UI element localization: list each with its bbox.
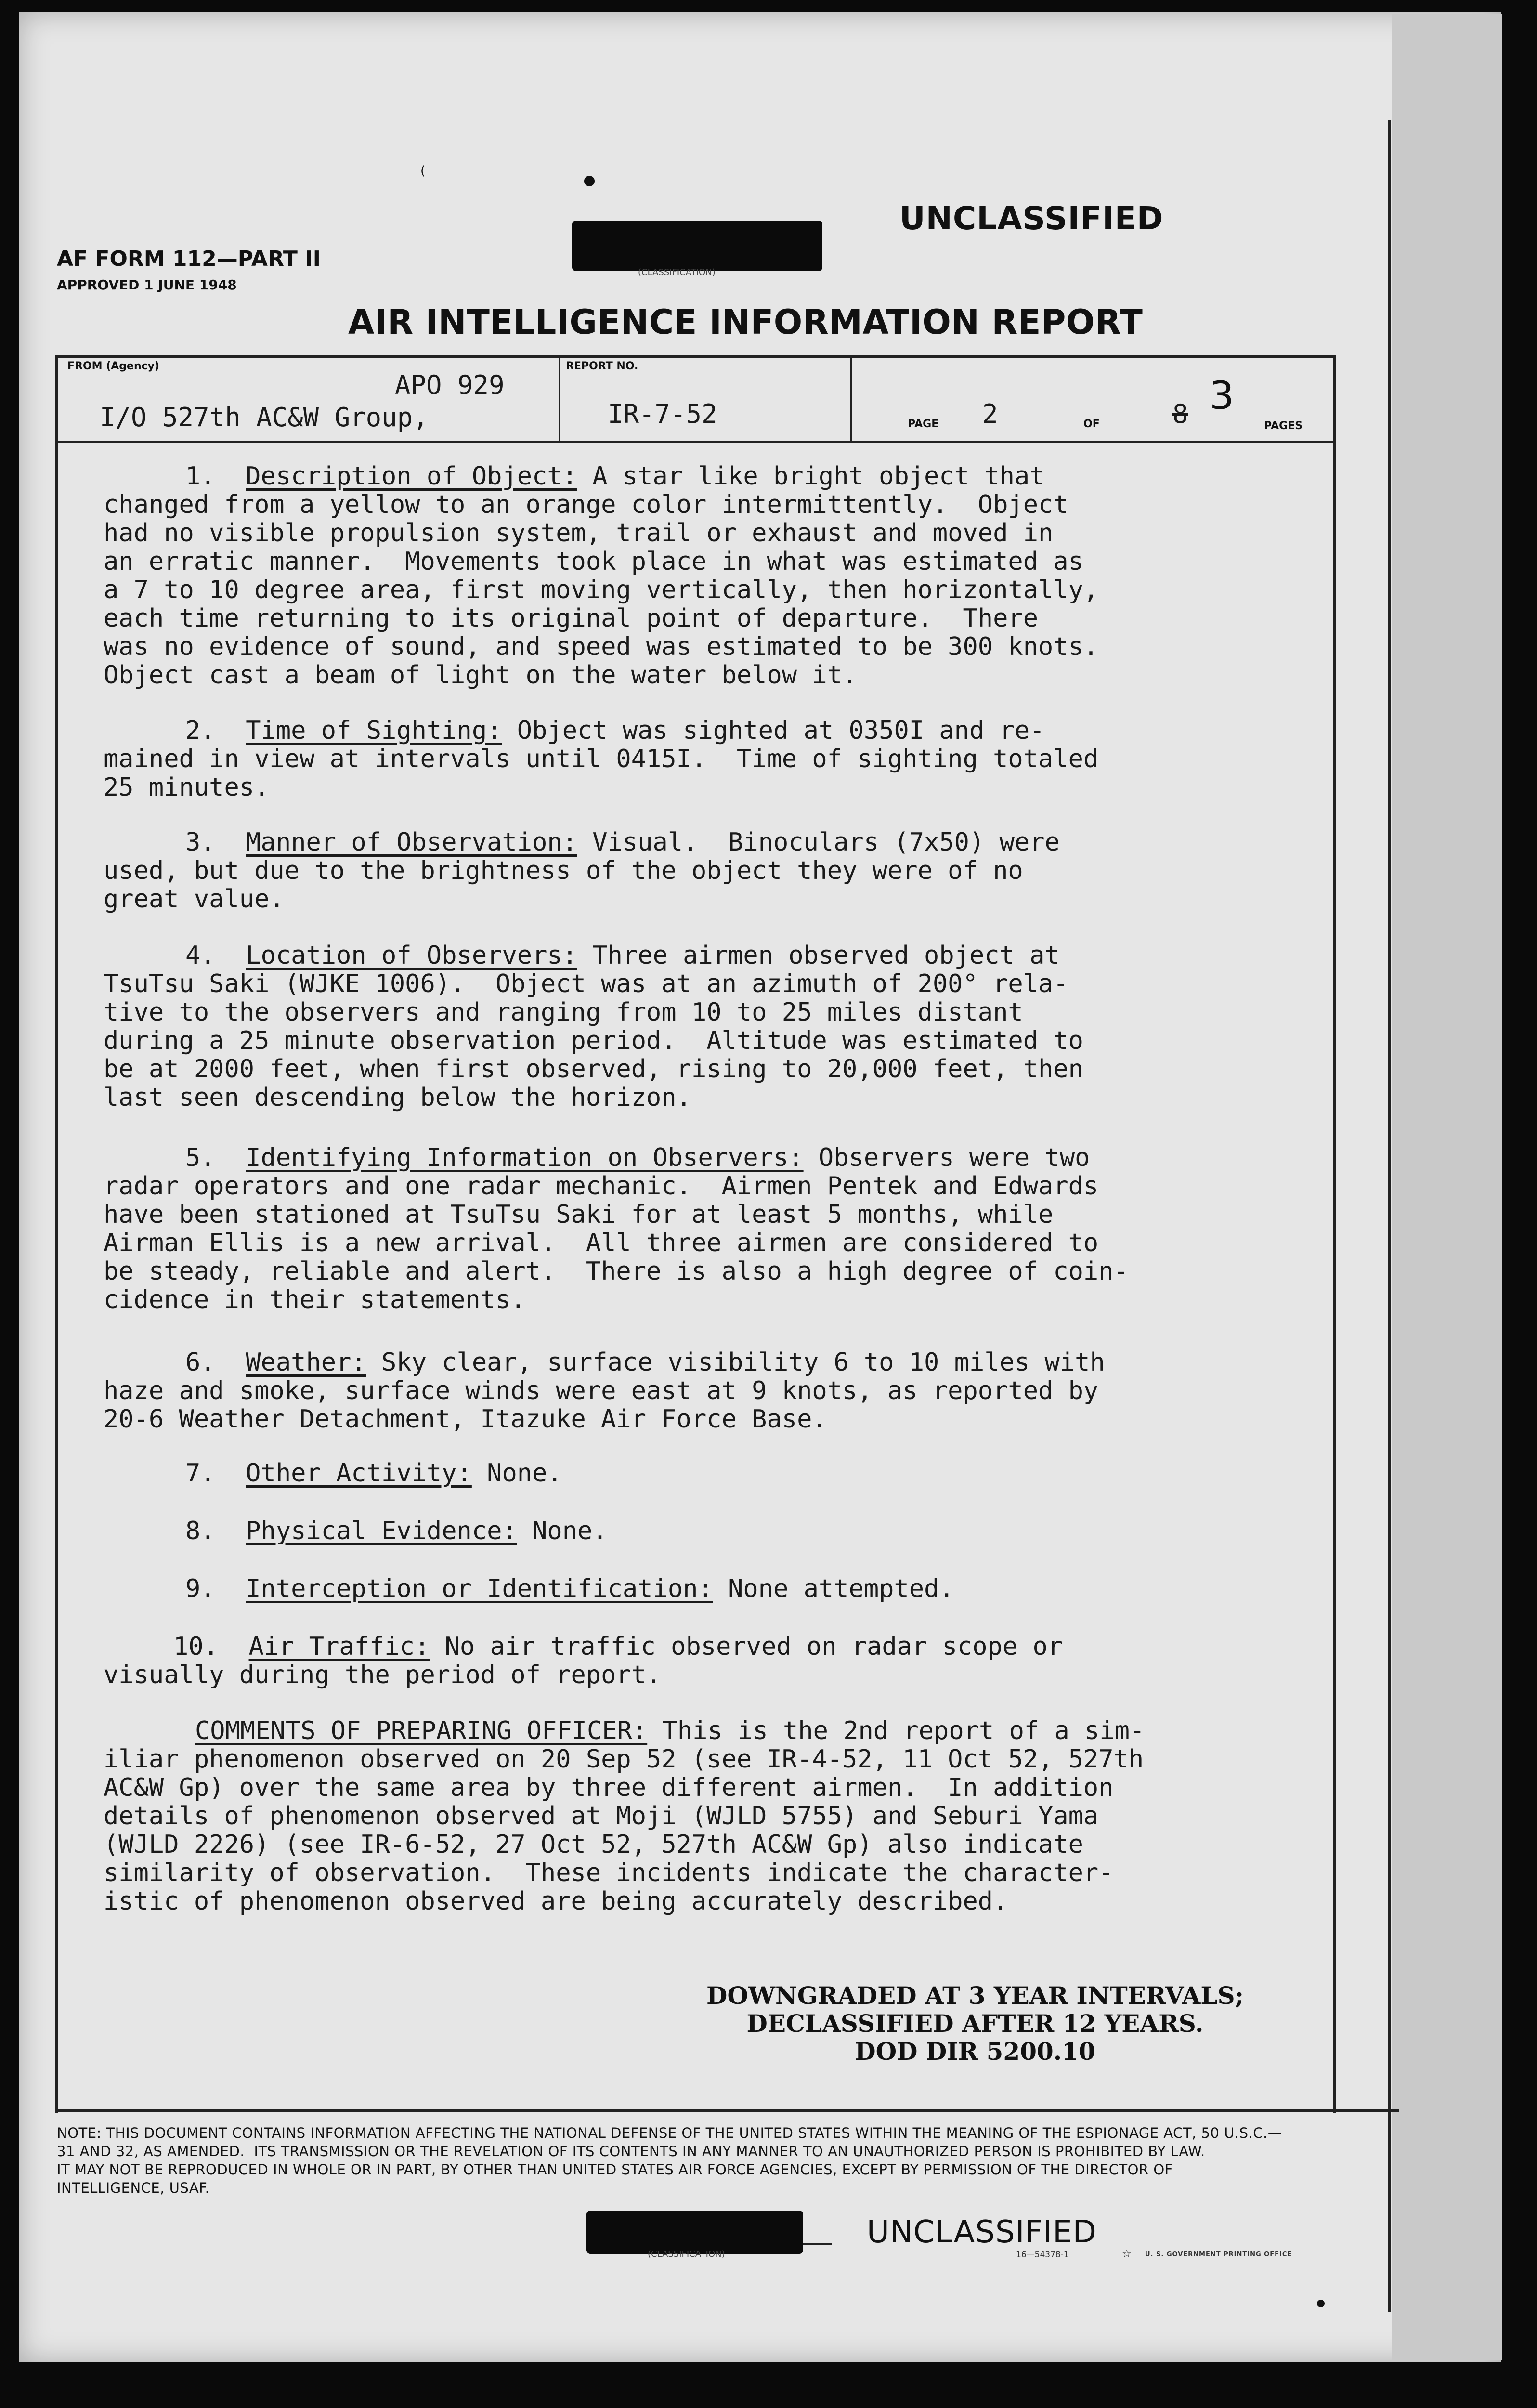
report-no-label: REPORT NO.: [566, 360, 638, 372]
punch-dot: [584, 176, 595, 186]
top-hole-mark: (: [420, 164, 426, 178]
paragraph-number: 7.: [185, 1459, 216, 1488]
classification-bottom: UNCLASSIFIED: [867, 2214, 1097, 2250]
form-divider-1: [559, 355, 560, 442]
printer-credit: U. S. GOVERNMENT PRINTING OFFICE: [1145, 2251, 1292, 2258]
paragraph-body: iliar phenomenon observed on 20 Sep 52 (see IR-4-52, 11 Oct 52, 527th AC&W Gp) over the same area by three different airmen. In addition details of phenomenon observed at Moji (WJLD 5755) and Seburi Yama (WJLD 2226) (see IR-6-52, 27 Oct 52, 527th AC&W Gp) also indicate similarity of observation. These incidents indicate the character- istic of phenomenon observed are being accurately described.: [104, 1745, 1144, 1916]
paragraph-body: used, but due to the brightness of the object they were of no great value.: [104, 856, 1023, 914]
downgrade-stamp: [674, 1982, 1276, 2066]
of-label: OF: [1083, 418, 1100, 430]
downgrade-line: DOWNGRADED AT 3 YEAR INTERVALS;: [706, 1981, 1244, 2010]
directive-line: DOD DIR 5200.10: [855, 2037, 1095, 2066]
declassify-line: DECLASSIFIED AFTER 12 YEARS.: [746, 2009, 1204, 2038]
star-icon: ☆: [1122, 2248, 1132, 2260]
punch-dot-bottom: [1317, 2300, 1325, 2307]
paragraph-3: [104, 828, 1336, 914]
paragraph-4: [104, 942, 1336, 1112]
paragraph-first-line: A star like bright object that: [577, 462, 1045, 491]
report-no-value: IR-7-52: [608, 399, 717, 429]
paragraph-number: 3.: [185, 828, 216, 857]
report-title: AIR INTELLIGENCE INFORMATION REPORT: [348, 302, 1143, 342]
paragraph-heading: Air Traffic:: [248, 1632, 430, 1661]
paragraph-heading: Location of Observers:: [246, 941, 577, 970]
paragraph-8: [104, 1517, 1336, 1545]
from-label: FROM (Agency): [67, 360, 160, 372]
paragraph-heading: Time of Sighting:: [246, 716, 502, 745]
classification-caption-top: (CLASSIFICATION): [638, 267, 716, 277]
paragraph-first-line: Sky clear, surface visibility 6 to 10 miles with: [366, 1348, 1105, 1377]
paragraph-heading: Interception or Identification:: [246, 1574, 713, 1603]
paragraph-number: 8.: [185, 1517, 216, 1545]
print-code: 16—54378-1: [1016, 2250, 1069, 2260]
comments-of-preparing-officer: [104, 1717, 1336, 1916]
redaction-bar-bottom: [586, 2211, 803, 2254]
paragraph-number: 1.: [185, 462, 216, 491]
total-pages-struck: 8: [1172, 399, 1188, 429]
paragraph-body: TsuTsu Saki (WJKE 1006). Object was at an azimuth of 200° rela- tive to the observers and ranging from 10 to 25 miles distant during a 25 minute observation period. Altitude was estimated to be at 2000 feet, when first observed, rising to 20,000 feet, then last seen descending below the horizon.: [104, 969, 1083, 1112]
paragraph-body: radar operators and one radar mechanic. Airmen Pentek and Edwards have been stationed at TsuTsu Saki for at least 5 months, while Airman Ellis is a new arrival. All three airmen are considered to be steady, reliable and alert. There is also a high degree of coin- cidence in their statements.: [104, 1172, 1129, 1314]
paragraph-number: 6.: [185, 1348, 216, 1377]
paragraph-first-line: Three airmen observed object at: [577, 941, 1060, 970]
paragraph-number: 9.: [185, 1574, 216, 1603]
paragraph-5: [104, 1144, 1336, 1314]
espionage-act-note: NOTE: THIS DOCUMENT CONTAINS INFORMATION AFFECTING THE NATIONAL DEFENSE OF THE UNITED STATES WITHIN THE MEANING OF THE ESPIONAGE ACT, 50 U.S.C.— 31 AND 32, AS AMENDED. ITS TRANSMISSION OR THE REVELATION OF ITS CONTENTS IN ANY MANNER TO AN UNAUTHORIZED PERSON IS PROHIBITED BY LAW. IT MAY NOT BE REPRODUCED IN WHOLE OR IN PART, BY OTHER THAN UNITED STATES AIR FORCE AGENCIES, EXCEPT BY PERMISSION OF THE DIRECTOR OF INTELLIGENCE, USAF.: [57, 2125, 1282, 2196]
paragraph-first-line: None attempted.: [713, 1574, 954, 1603]
paragraph-first-line: Visual. Binoculars (7x50) were: [577, 828, 1060, 857]
paragraph-heading: Identifying Information on Observers:: [246, 1143, 804, 1172]
paragraph-heading: Other Activity:: [246, 1459, 472, 1488]
form-id: AF FORM 112—PART II: [57, 247, 321, 271]
paragraph-9: [104, 1575, 1336, 1603]
paragraph-1: [104, 462, 1336, 690]
page-value: 2: [982, 399, 998, 429]
approved-date: APPROVED 1 JUNE 1948: [57, 277, 237, 293]
page-edge-shadow: [1392, 14, 1502, 2360]
page-label: PAGE: [908, 418, 939, 430]
form-bottom-border: [55, 2109, 1399, 2112]
right-margin-line: [1388, 120, 1391, 2312]
paragraph-2: [104, 717, 1336, 802]
paragraph-6: [104, 1348, 1336, 1434]
paragraph-first-line: None.: [471, 1459, 562, 1488]
classification-caption-bottom: (CLASSIFICATION): [648, 2249, 725, 2259]
paragraph-body: visually during the period of report.: [104, 1661, 662, 1689]
total-pages-handwritten: 3: [1210, 373, 1234, 418]
paragraph-first-line: This is the 2nd report of a sim-: [647, 1716, 1145, 1745]
paragraph-first-line: None.: [517, 1517, 608, 1545]
paragraph-heading: Physical Evidence:: [246, 1517, 517, 1545]
form-header-divider: [55, 441, 1336, 443]
from-value-apo: APO 929: [395, 370, 505, 400]
paragraph-10: [104, 1633, 1336, 1689]
pages-label: PAGES: [1264, 420, 1303, 432]
redaction-bar-top: [572, 221, 822, 271]
paragraph-number: 5.: [185, 1143, 216, 1172]
paragraph-number: [104, 1716, 195, 1745]
paragraph-number: 2.: [185, 716, 216, 745]
paragraph-body: changed from a yellow to an orange color intermittently. Object had no visible propulsion system, trail or exhaust and moved in an erratic manner. Movements took place in what was estimated as a 7 to 10 degree area, first moving vertically, then horizontally, each time returning to its original point of departure. There was no evidence of sound, and speed was estimated to be 300 knots. Object cast a beam of light on the water below it.: [104, 490, 1099, 690]
paragraph-number: 10.: [173, 1632, 219, 1661]
paragraph-first-line: Observers were two: [803, 1143, 1090, 1172]
paragraph-7: [104, 1459, 1336, 1488]
form-top-border: [55, 355, 1336, 358]
paragraph-first-line: Object was sighted at 0350I and re-: [502, 716, 1045, 745]
classification-underline: [803, 2243, 832, 2245]
paragraph-body: mained in view at intervals until 0415I. Time of sighting totaled 25 minutes.: [104, 745, 1099, 802]
paragraph-number: 4.: [185, 941, 216, 970]
paragraph-heading: Manner of Observation:: [246, 828, 577, 857]
from-value-unit: I/O 527th AC&W Group,: [100, 402, 429, 432]
paragraph-heading: Weather:: [246, 1348, 366, 1377]
paragraph-first-line: No air traffic observed on radar scope or: [430, 1632, 1063, 1661]
form-left-border: [55, 355, 58, 2113]
form-divider-2: [850, 355, 852, 442]
paragraph-heading: COMMENTS OF PREPARING OFFICER:: [195, 1716, 648, 1745]
paragraph-body: haze and smoke, surface winds were east at 9 knots, as reported by 20-6 Weather Detachment, Itazuke Air Force Base.: [104, 1376, 1099, 1434]
classification-top: UNCLASSIFIED: [899, 200, 1164, 237]
paragraph-heading: Description of Object:: [246, 462, 577, 491]
